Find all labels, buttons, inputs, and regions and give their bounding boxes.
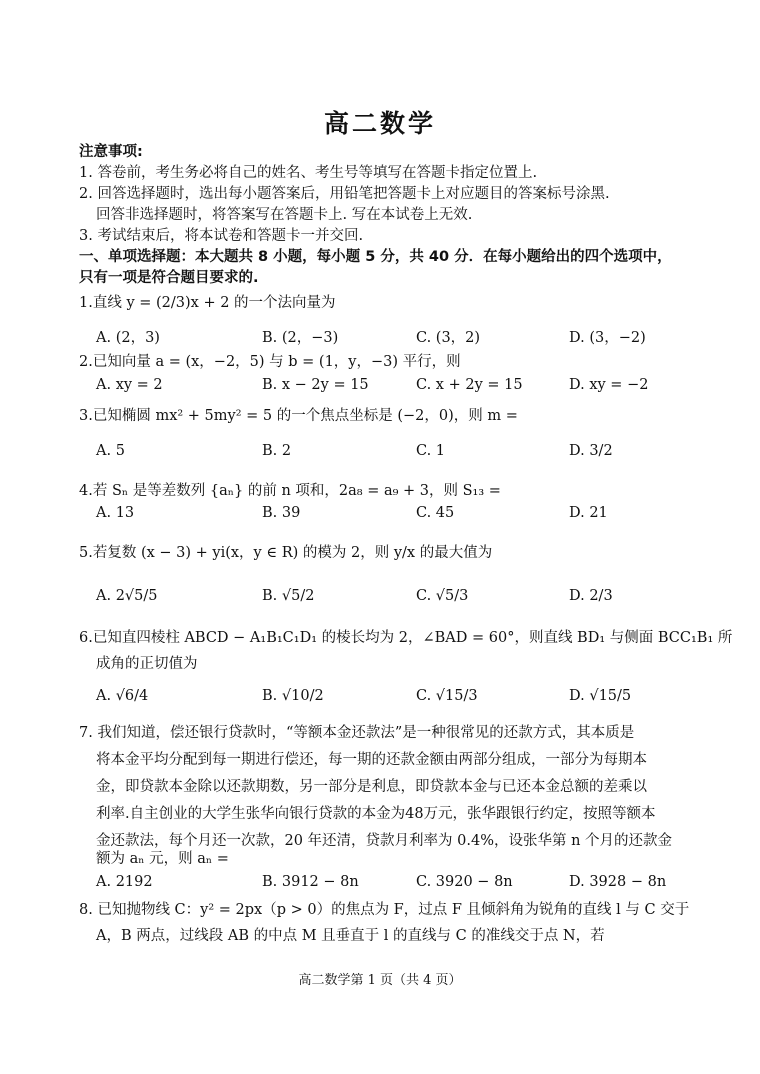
question-1-option-c: C. (3，2) [416,330,481,346]
question-2-stem: 2.已知向量 a = (x，−2，5) 与 b = (1，y，−3) 平行，则 [79,354,461,370]
question-7-line-4: 利率.自主创业的大学生张华向银行贷款的本金为48万元，张华跟银行约定，按照等额本 [96,806,656,822]
section-heading-line2: 只有一项是符合题目要求的. [79,270,259,286]
question-3-option-b: B. 2 [262,443,292,459]
question-4-option-b: B. 39 [262,505,301,521]
question-1-stem: 1.直线 y = (2/3)x + 2 的一个法向量为 [79,295,336,311]
question-7-line-5: 金还款法，每个月还一次款，20 年还清，贷款月利率为 0.4%，设张华第 n 个月的还款金 [96,833,673,849]
question-8-line-2: A，B 两点，过线段 AB 的中点 M 且垂直于 l 的直线与 C 的准线交于点 N，若 [96,928,605,944]
question-7-option-d: D. 3928 − 8n [569,874,667,890]
question-7-option-a: A. 2192 [96,874,153,890]
question-5-option-c: C. √5/3 [416,588,469,604]
question-5-option-b: B. √5/2 [262,588,315,604]
page-footer: 高二数学第 1 页（共 4 页） [298,973,462,988]
question-4-option-c: C. 45 [416,505,455,521]
question-2-option-a: A. xy = 2 [96,377,163,393]
question-8-line-1: 8. 已知抛物线 C：y² = 2px（p > 0）的焦点为 F，过点 F 且倾斜角为锐角的直线 l 与 C 交于 [79,902,690,918]
notice-heading: 注意事项: [79,144,143,160]
question-6-stem-line2: 成角的正切值为 [96,656,198,672]
question-7-option-b: B. 3912 − 8n [262,874,359,890]
question-7-line-6: 额为 aₙ 元，则 aₙ = [96,851,229,867]
question-6-stem-line1: 6.已知直四棱柱 ABCD − A₁B₁C₁D₁ 的棱长均为 2，∠BAD = 60°，则直线 BD₁ 与侧面 BCC₁B₁ 所 [79,630,733,646]
question-1-option-b: B. (2，−3) [262,330,339,346]
question-1-option-a: A. (2，3) [96,330,160,346]
notice-item-1: 1. 答卷前，考生务必将自己的姓名、考生号等填写在答题卡指定位置上. [79,165,538,181]
notice-item-3: 3. 考试结束后，将本试卷和答题卡一并交回. [79,228,364,244]
question-2-option-b: B. x − 2y = 15 [262,377,369,393]
question-5-option-a: A. 2√5/5 [96,588,158,604]
question-6-option-a: A. √6/4 [96,688,149,704]
notice-item-2: 2. 回答选择题时，选出每小题答案后，用铅笔把答题卡上对应题目的答案标号涂黑. [79,186,610,202]
question-3-option-c: C. 1 [416,443,446,459]
section-heading-line1: 一、单项选择题：本大题共 8 小题，每小题 5 分，共 40 分．在每小题给出的四个选项中， [79,249,672,265]
question-6-option-c: C. √15/3 [416,688,478,704]
question-7-line-2: 将本金平均分配到每一期进行偿还，每一期的还款金额由两部分组成，一部分为每期本 [96,752,647,768]
question-3-option-a: A. 5 [96,443,125,459]
question-4-stem: 4.若 Sₙ 是等差数列 {aₙ} 的前 n 项和，2a₈ = a₉ + 3，则 S₁₃ = [79,483,501,499]
question-4-option-a: A. 13 [96,505,135,521]
question-6-option-d: D. √15/5 [569,688,632,704]
question-7-line-3: 金，即贷款本金除以还款期数，另一部分是利息，即贷款本金与已还本金总额的差乘以 [96,779,647,795]
notice-item-2-cont: 回答非选择题时，将答案写在答题卡上. 写在本试卷上无效. [96,207,473,223]
question-5-option-d: D. 2/3 [569,588,613,604]
question-5-stem: 5.若复数 (x − 3) + yi(x，y ∈ R) 的模为 2，则 y/x 的最大值为 [79,545,493,561]
question-3-option-d: D. 3/2 [569,443,613,459]
question-2-option-d: D. xy = −2 [569,377,649,393]
page-title: 高二数学 [323,109,436,138]
question-4-option-d: D. 21 [569,505,608,521]
question-1-option-d: D. (3，−2) [569,330,646,346]
question-7-line-1: 7. 我们知道，偿还银行贷款时，“等额本金还款法”是一种很常见的还款方式，其本质是 [79,725,635,741]
question-6-option-b: B. √10/2 [262,688,324,704]
question-2-option-c: C. x + 2y = 15 [416,377,523,393]
question-7-option-c: C. 3920 − 8n [416,874,513,890]
question-3-stem: 3.已知椭圆 mx² + 5my² = 5 的一个焦点坐标是 (−2，0)，则 m = [79,408,518,424]
